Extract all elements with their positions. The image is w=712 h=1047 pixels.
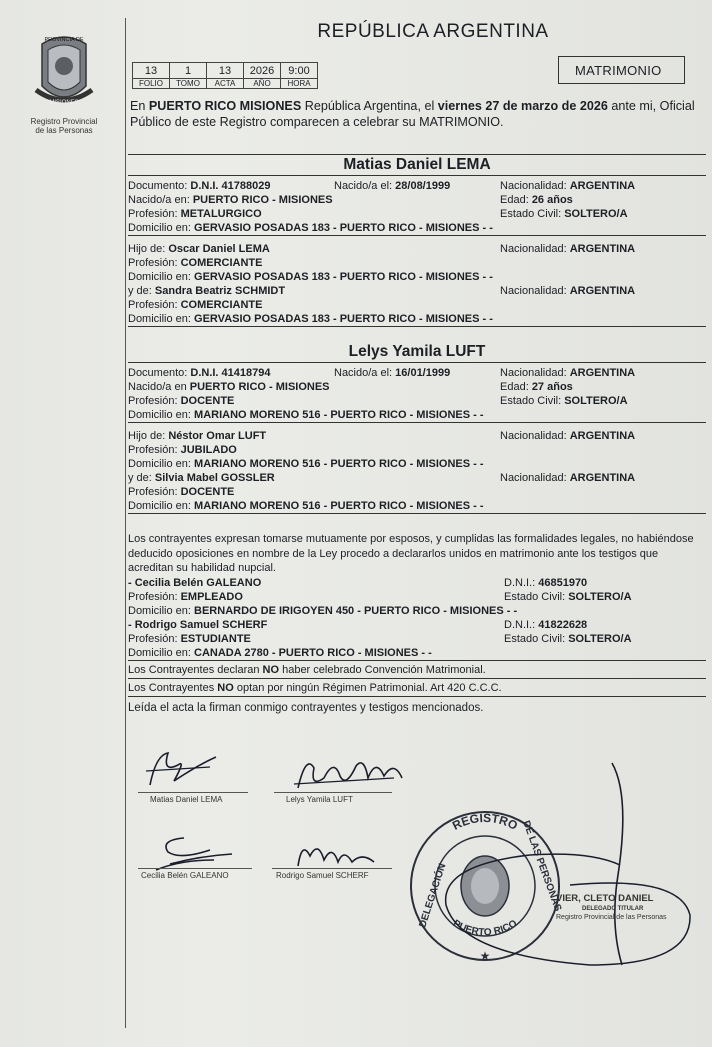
folio-table — [132, 62, 318, 89]
spouse2-birthdate: 16/01/1999 — [395, 367, 451, 379]
officer-org: Registro Provincial de las Personas — [556, 914, 667, 921]
registry-name-line2: de las Personas — [35, 126, 93, 135]
declaration-text: Los contrayentes expresan tomarse mutuamente por esposos, y cumplidas las formalidades legales, no habiéndose deducido oposiciones en nombre de la Ley procedo a declararlos unidos en matrimonio ante los testigos que acreditan su habilidad nupcial. — [128, 533, 694, 575]
witness2-name: - Rodrigo Samuel SCHERF — [128, 618, 268, 631]
page-title: REPÚBLICA ARGENTINA — [317, 21, 549, 42]
spouse2-birthplace: PUERTO RICO - MISIONES — [189, 381, 330, 393]
witness2-address: CANADA 2780 - PUERTO RICO - MISIONES - - — [194, 646, 432, 659]
spouse1-dni: D.N.I. 41788029 — [190, 180, 271, 192]
signature-line-3 — [138, 868, 252, 869]
intro-date: viernes 27 de marzo de 2026 — [437, 99, 608, 113]
spouse1-father-address: GERVASIO POSADAS 183 - PUERTO RICO - MISIONES - - — [194, 271, 493, 283]
witness1-civil-status: SOLTERO/A — [568, 590, 632, 603]
tomo-value: 1 — [170, 63, 207, 79]
spouse2-name: Lelys Yamila LUFT — [128, 342, 706, 363]
act-type-box: MATRIMONIO — [558, 56, 685, 84]
spouse1-nationality: ARGENTINA — [569, 180, 636, 192]
declaration-section: Los contrayentes expresan tomarse mutuamente por esposos, y cumplidas las formalidades legales, no habiéndose deducido oposiciones en nombre de la Ley procedo a declararlos unidos en matrimonio ante los testigos que acreditan su habilidad nupcial. - Cecilia Belén GALEANO D.N.I.: 46851970 Profesión: EMPLEADO Estado Civil: SOLTERO/A Domicilio en: BERNARDO DE IRIGOYEN 450 - PUERTO RICO - MISIONES - - - Rodrigo Samuel SCHERF D.N.I.: 41822628 Profesión: ESTUDIANTE Estado Civil: SOLTERO/A Domicilio en: CANADA 2780 - PUERTO RICO - MISIONES - - Los Contrayentes declaran NO haber celebrado Convención Matrimonial. Los Contrayentes NO optan por ningún Régimen Patrimonial. Art 420 C.C.C. Leída el acta la firman conmigo contrayentes y testigos mencionados. — [128, 532, 706, 715]
spouse2-section: Lelys Yamila LUFT Documento: D.N.I. 41418794 Nacido/a el: 16/01/1999 Nacionalidad: ARGENTINA Nacido/a en PUERTO RICO - MISIONES Edad: 27 años Profesión: DOCENTE Estado Civil: SOLTERO/A Domicilio en: MARIANO MORENO 516 - PUERTO RICO - MISIONES - - Hijo de: Néstor Omar LUFT Nacionalidad: ARGENTINA Profesión: JUBILADO Domicilio en: MARIANO MORENO 516 - PUERTO RICO - MISIONES - - y de: Silvia Mabel GOSSLER Nacionalidad: ARGENTINA Profesión: DOCENTE Domicilio en: MARIANO MORENO 516 - PUERTO RICO - MISIONES - - — [128, 342, 706, 514]
regimen-line: Los Contrayentes NO optan por ningún Régimen Patrimonial. Art 420 C.C.C. — [128, 679, 706, 697]
spouse1-mother: Sandra Beatriz SCHMIDT — [154, 285, 286, 297]
signature-label-scherf: Rodrigo Samuel SCHERF — [276, 871, 369, 880]
spouse2-mother-profession: DOCENTE — [180, 486, 235, 498]
spouse1-address: GERVASIO POSADAS 183 - PUERTO RICO - MISIONES - - — [194, 222, 493, 234]
folio-value: 13 — [133, 63, 170, 79]
spouse1-father: Oscar Daniel LEMA — [168, 243, 270, 255]
folio-label: FOLIO — [133, 79, 170, 89]
acta-label: ACTA — [207, 79, 244, 89]
officer-signature — [440, 755, 710, 985]
star-icon: ★ — [479, 949, 491, 963]
spouse1-mother-profession: COMERCIANTE — [180, 299, 263, 311]
spouse1-profession: METALURGICO — [180, 208, 262, 220]
svg-text:MISIONES: MISIONES — [49, 100, 79, 106]
spouse2-mother-nationality: ARGENTINA — [569, 472, 636, 484]
svg-text:PROVINCIA DE: PROVINCIA DE — [44, 37, 84, 43]
svg-text:DE LAS PERSONAS: DE LAS PERSONAS — [520, 819, 564, 913]
signature-label-lema: Matias Daniel LEMA — [150, 795, 223, 804]
spouse2-father-address: MARIANO MORENO 516 - PUERTO RICO - MISIONES - - — [194, 458, 484, 470]
witness2-civil-status: SOLTERO/A — [568, 632, 632, 645]
signature-line-2 — [274, 792, 392, 793]
spouse2-age: 27 años — [531, 381, 573, 393]
witness1-dni: 46851970 — [538, 576, 588, 589]
spouse2-profession: DOCENTE — [180, 395, 235, 407]
spouse2-address: MARIANO MORENO 516 - PUERTO RICO - MISIONES - - — [194, 409, 484, 421]
svg-text:DELEGACIÓN: DELEGACIÓN — [417, 862, 449, 929]
registry-name-line1: Registro Provincial — [30, 117, 98, 126]
spouse1-birthdate: 28/08/1999 — [395, 180, 451, 192]
spouse2-father-profession: JUBILADO — [180, 444, 237, 456]
spouse2-father: Néstor Omar LUFT — [168, 430, 267, 442]
closing-text: Leída el acta la firman conmigo contrayentes y testigos mencionados. — [128, 701, 484, 714]
spouse1-section: Matias Daniel LEMA Documento: D.N.I. 41788029 Nacido/a el: 28/08/1999 Nacionalidad: ARGENTINA Nacido/a en: PUERTO RICO - MISIONES Edad: 26 años Profesión: METALURGICO Estado Civil: SOLTERO/A Domicilio en: GERVASIO POSADAS 183 - PUERTO RICO - MISIONES - - Hijo de: Oscar Daniel LEMA Nacionalidad: ARGENTINA Profesión: COMERCIANTE Domicilio en: GERVASIO POSADAS 183 - PUERTO RICO - MISIONES - - y de: Sandra Beatriz SCHMIDT Nacionalidad: ARGENTINA Profesión: COMERCIANTE Domicilio en: GERVASIO POSADAS 183 - PUERTO RICO - MISIONES - - — [128, 154, 706, 327]
hour-label: HORA — [281, 79, 318, 89]
intro-place: PUERTO RICO MISIONES — [148, 99, 302, 113]
spouse2-civil-status: SOLTERO/A — [564, 395, 628, 407]
signature-label-galeano: Cecilia Belén GALEANO — [141, 871, 229, 880]
spouse1-mother-address: GERVASIO POSADAS 183 - PUERTO RICO - MISIONES - - — [194, 313, 493, 325]
spouse1-age: 26 años — [531, 194, 573, 206]
spouse2-mother-address: MARIANO MORENO 516 - PUERTO RICO - MISIONES - - — [194, 500, 484, 512]
witness1-profession: EMPLEADO — [180, 590, 243, 603]
convention-line: Los Contrayentes declaran NO haber celebrado Convención Matrimonial. — [128, 661, 706, 679]
witness1-name: - Cecilia Belén GALEANO — [128, 576, 262, 589]
spouse2-dni: D.N.I. 41418794 — [190, 367, 271, 379]
margin-rule — [125, 18, 126, 1028]
witness2-profession: ESTUDIANTE — [180, 632, 251, 645]
province-crest-icon — [32, 30, 96, 112]
spouse2-mother: Silvia Mabel GOSSLER — [154, 472, 275, 484]
acta-value: 13 — [207, 63, 244, 79]
act-content — [128, 20, 706, 714]
spouse2-nationality: ARGENTINA — [569, 367, 636, 379]
sidebar — [14, 30, 114, 135]
spouse2-father-nationality: ARGENTINA — [569, 430, 636, 442]
signature-line-1 — [138, 792, 248, 793]
officer-name: VIER, CLETO DANIEL — [556, 893, 654, 904]
spouse1-father-profession: COMERCIANTE — [180, 257, 263, 269]
svg-text:PUERTO RICO: PUERTO RICO — [450, 918, 520, 939]
witness1-address: BERNARDO DE IRIGOYEN 450 - PUERTO RICO - MISIONES - - — [194, 604, 518, 617]
year-label: AÑO — [244, 79, 281, 89]
hour-value: 9:00 — [281, 63, 318, 79]
signature-line-4 — [272, 868, 392, 869]
witness2-dni: 41822628 — [538, 618, 588, 631]
signature-lema — [138, 745, 248, 795]
spouse1-birthplace: PUERTO RICO - MISIONES — [192, 194, 333, 206]
intro-paragraph: En PUERTO RICO MISIONES República Argentina, el viernes 27 de marzo de 2026 ante mi, Oficial Público de este Registro comparecen a celebrar su MATRIMONIO. — [130, 99, 695, 129]
spouse1-mother-nationality: ARGENTINA — [569, 285, 636, 297]
spouse1-civil-status: SOLTERO/A — [564, 208, 628, 220]
signature-label-luft: Lelys Yamila LUFT — [286, 795, 353, 804]
svg-text:REGISTRO: REGISTRO — [450, 810, 520, 833]
spouse1-father-nationality: ARGENTINA — [569, 243, 636, 255]
year-value: 2026 — [244, 63, 281, 79]
spouse1-name: Matias Daniel LEMA — [128, 155, 706, 176]
signature-luft — [284, 748, 414, 798]
officer-title: DELEGADO TITULAR — [582, 906, 644, 912]
tomo-label: TOMO — [170, 79, 207, 89]
